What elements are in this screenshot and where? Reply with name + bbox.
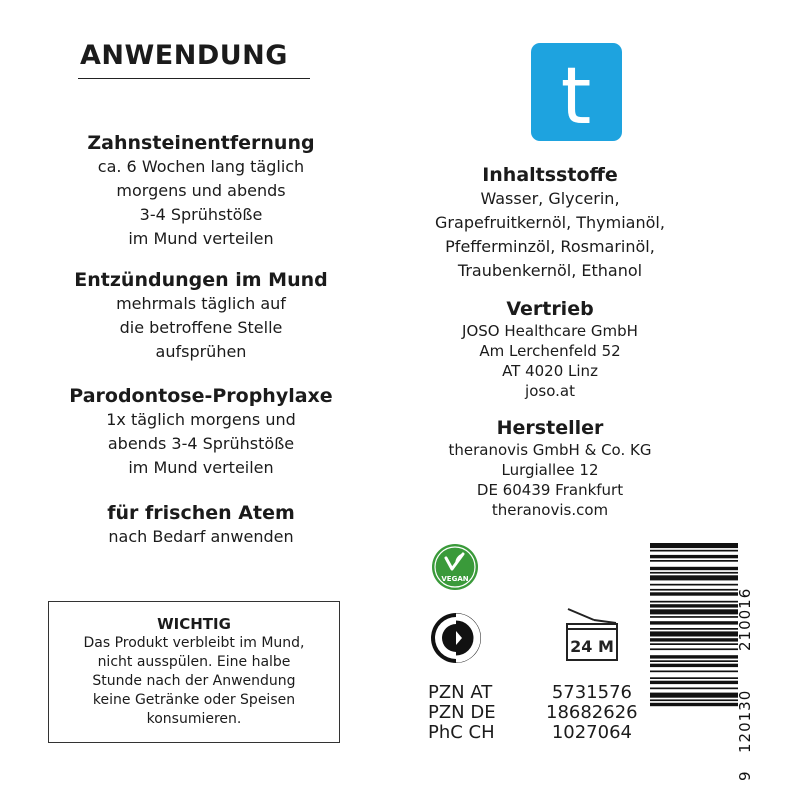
section-heading: Zahnsteinentfernung bbox=[87, 132, 315, 154]
barcode-bar bbox=[650, 572, 738, 574]
barcode-bar bbox=[650, 560, 738, 562]
section-line: DE 60439 Frankfurt bbox=[476, 481, 624, 499]
barcode-bar bbox=[650, 699, 738, 701]
barcode-bar bbox=[650, 693, 738, 698]
barcode bbox=[650, 543, 760, 783]
section-line: 3-4 Sprühstöße bbox=[139, 205, 263, 224]
barcode-bar bbox=[650, 677, 738, 679]
section-line: aufsprühen bbox=[155, 342, 247, 361]
barcode-bar bbox=[650, 664, 738, 667]
barcode-bar bbox=[650, 550, 738, 552]
code-label: PhC CH bbox=[428, 722, 495, 743]
section-line: Wasser, Glycerin, bbox=[480, 189, 620, 208]
barcode-bar bbox=[650, 621, 738, 624]
section-line: Lurgiallee 12 bbox=[501, 461, 599, 479]
barcode-bar bbox=[650, 703, 738, 706]
barcode-bar bbox=[650, 555, 738, 558]
barcode-bar bbox=[650, 575, 738, 580]
section-distribution bbox=[425, 297, 675, 401]
barcode-bar bbox=[650, 660, 738, 662]
barcode-bar bbox=[650, 681, 738, 684]
code-row bbox=[428, 683, 632, 703]
section-line: mehrmals täglich auf bbox=[116, 294, 286, 313]
barcode-bar bbox=[650, 631, 738, 636]
code-row bbox=[428, 702, 638, 723]
barcode-bar bbox=[650, 655, 738, 658]
vegan-label: VEGAN bbox=[441, 575, 469, 583]
code-value: 18682626 bbox=[546, 702, 638, 723]
code-value: 5731576 bbox=[551, 682, 632, 703]
section-line: im Mund verteilen bbox=[128, 229, 274, 248]
section-line: Grapefruitkernöl, Thymianöl, bbox=[435, 213, 665, 232]
section-heading: Vertrieb bbox=[506, 298, 594, 320]
section-periodontitis-prophylaxis bbox=[40, 384, 362, 480]
section-heading: Hersteller bbox=[496, 417, 604, 439]
warning-title: WICHTIG bbox=[157, 615, 231, 633]
section-line: morgens und abends bbox=[116, 181, 286, 200]
barcode-bar bbox=[650, 616, 738, 618]
section-manufacturer bbox=[425, 416, 675, 520]
barcode-bar bbox=[650, 671, 738, 673]
barcode-bar bbox=[650, 589, 738, 591]
brand-logo-icon bbox=[531, 43, 622, 141]
section-line: Traubenkernöl, Ethanol bbox=[457, 261, 643, 280]
barcode-digits-group-1: 120130 bbox=[736, 689, 754, 753]
barcode-bar bbox=[650, 543, 738, 548]
brand-logo-icon bbox=[531, 43, 622, 141]
warning-line: nicht ausspülen. Eine halbe bbox=[97, 654, 291, 670]
green-dot-recycle-icon bbox=[430, 612, 482, 664]
warning-line: Stunde nach der Anwendung bbox=[92, 673, 296, 689]
barcode-bar bbox=[650, 592, 738, 595]
period-after-opening-icon bbox=[564, 605, 620, 663]
barcode-bar bbox=[650, 567, 738, 570]
barcode-digit-first: 9 bbox=[736, 771, 754, 781]
code-label: PZN AT bbox=[428, 682, 493, 703]
page-title: ANWENDUNG bbox=[80, 40, 288, 71]
barcode-bar bbox=[650, 601, 738, 603]
section-line: joso.at bbox=[525, 382, 575, 400]
barcode-bar bbox=[650, 638, 738, 641]
section-line: ca. 6 Wochen lang täglich bbox=[97, 157, 305, 176]
section-line: abends 3-4 Sprühstöße bbox=[107, 434, 295, 453]
section-line: theranovis.com bbox=[491, 501, 609, 519]
logo-letter: t bbox=[560, 52, 592, 141]
section-tartar-removal bbox=[40, 131, 362, 251]
warning-box bbox=[48, 601, 340, 743]
code-label: PZN DE bbox=[428, 702, 496, 723]
section-line: Am Lerchenfeld 52 bbox=[479, 342, 621, 360]
section-heading: Inhaltsstoffe bbox=[482, 164, 618, 186]
section-fresh-breath bbox=[40, 501, 362, 549]
warning-line: keine Getränke oder Speisen bbox=[92, 692, 296, 708]
barcode-bar bbox=[650, 628, 738, 630]
barcode-bar bbox=[650, 609, 738, 614]
section-line: die betroffene Stelle bbox=[119, 318, 283, 337]
barcode-bar bbox=[650, 648, 738, 650]
section-mouth-inflammation bbox=[40, 268, 362, 364]
section-line: JOSO Healthcare GmbH bbox=[462, 322, 638, 340]
section-heading: für frischen Atem bbox=[107, 502, 295, 524]
warning-line: Das Produkt verbleibt im Mund, bbox=[83, 635, 305, 651]
section-line: Pfefferminzöl, Rosmarinöl, bbox=[445, 237, 655, 256]
barcode-bar bbox=[650, 643, 738, 645]
section-heading: Parodontose-Prophylaxe bbox=[69, 385, 333, 407]
section-line: 1x täglich morgens und bbox=[106, 410, 296, 429]
barcode-bar bbox=[650, 584, 738, 586]
vegan-icon bbox=[430, 542, 480, 592]
section-line: nach Bedarf anwenden bbox=[108, 527, 294, 546]
section-heading: Entzündungen im Mund bbox=[74, 269, 328, 291]
title-underline bbox=[78, 78, 310, 79]
barcode-digits-group-2: 210016 bbox=[736, 587, 754, 651]
barcode-bars bbox=[650, 543, 738, 706]
code-value: 1027064 bbox=[551, 722, 632, 743]
section-line: im Mund verteilen bbox=[128, 458, 274, 477]
section-line: theranovis GmbH & Co. KG bbox=[448, 441, 652, 459]
code-row bbox=[428, 723, 632, 743]
warning-line: konsumieren. bbox=[146, 711, 242, 727]
barcode-bar bbox=[650, 604, 738, 607]
barcode-bar bbox=[650, 688, 738, 690]
section-ingredients bbox=[425, 163, 675, 283]
product-codes bbox=[428, 682, 638, 743]
section-line: AT 4020 Linz bbox=[502, 362, 598, 380]
pao-label: 24 M bbox=[570, 637, 614, 656]
